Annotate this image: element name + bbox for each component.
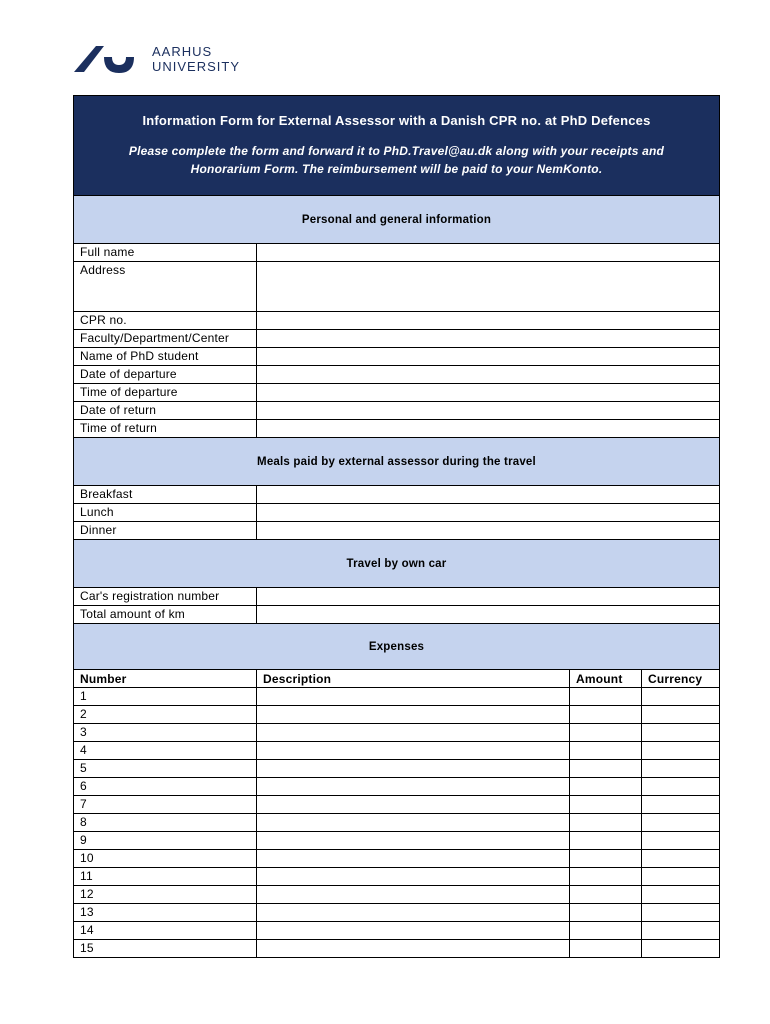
expense-amount-input[interactable] — [570, 724, 642, 742]
field-input-time-return[interactable] — [257, 420, 720, 438]
expense-description-input[interactable] — [257, 832, 570, 850]
logo-wordmark — [152, 44, 240, 74]
expense-currency-input[interactable] — [642, 814, 720, 832]
expense-row — [74, 724, 720, 742]
expense-amount-input[interactable] — [570, 814, 642, 832]
expense-number: 1 — [74, 688, 257, 706]
expense-row — [74, 814, 720, 832]
expense-currency-input[interactable] — [642, 922, 720, 940]
logo-line-aarhus: AARHUS — [152, 44, 213, 59]
expense-description-input[interactable] — [257, 742, 570, 760]
field-input-dinner[interactable] — [257, 522, 720, 540]
expenses-table-body — [74, 688, 720, 958]
form-title: Information Form for External Assessor with a Danish CPR no. at PhD Defences — [142, 113, 651, 128]
expense-row — [74, 868, 720, 886]
expense-number: 5 — [74, 760, 257, 778]
expense-row — [74, 742, 720, 760]
expense-amount-input[interactable] — [570, 940, 642, 958]
expense-row — [74, 688, 720, 706]
expense-description-input[interactable] — [257, 814, 570, 832]
expenses-column-currency: Currency — [642, 670, 720, 688]
expense-description-input[interactable] — [257, 760, 570, 778]
expense-amount-input[interactable] — [570, 706, 642, 724]
field-input-cpr[interactable] — [257, 312, 720, 330]
expense-amount-input[interactable] — [570, 868, 642, 886]
field-label-date-return: Date of return — [74, 402, 257, 420]
expense-description-input[interactable] — [257, 922, 570, 940]
section-meals-heading: Meals paid by external assessor during the travel — [74, 438, 720, 486]
expense-number: 10 — [74, 850, 257, 868]
expense-row — [74, 940, 720, 958]
expense-number: 13 — [74, 904, 257, 922]
expense-currency-input[interactable] — [642, 886, 720, 904]
expense-amount-input[interactable] — [570, 886, 642, 904]
expense-amount-input[interactable] — [570, 922, 642, 940]
expense-currency-input[interactable] — [642, 724, 720, 742]
expense-currency-input[interactable] — [642, 760, 720, 778]
expense-row — [74, 922, 720, 940]
expense-description-input[interactable] — [257, 706, 570, 724]
expense-number: 7 — [74, 796, 257, 814]
expense-description-input[interactable] — [257, 868, 570, 886]
expense-row — [74, 850, 720, 868]
field-input-breakfast[interactable] — [257, 486, 720, 504]
expense-row — [74, 832, 720, 850]
expense-number: 8 — [74, 814, 257, 832]
field-label-breakfast: Breakfast — [74, 486, 257, 504]
expense-description-input[interactable] — [257, 778, 570, 796]
expense-description-input[interactable] — [257, 850, 570, 868]
section-personal-heading: Personal and general information — [74, 196, 720, 244]
expense-description-input[interactable] — [257, 886, 570, 904]
expense-description-input[interactable] — [257, 688, 570, 706]
expense-currency-input[interactable] — [642, 688, 720, 706]
section-expenses-heading: Expenses — [74, 624, 720, 670]
form-instructions: Please complete the form and forward it to PhD.Travel@au.dk along with your receipts and Honorarium Form. The reimbursement will be paid to your NemKonto. — [128, 144, 665, 176]
field-input-address[interactable] — [257, 262, 720, 312]
field-label-address: Address — [74, 262, 257, 312]
expense-currency-input[interactable] — [642, 832, 720, 850]
field-input-faculty[interactable] — [257, 330, 720, 348]
expense-currency-input[interactable] — [642, 742, 720, 760]
expense-amount-input[interactable] — [570, 832, 642, 850]
form-header — [74, 96, 720, 196]
expense-currency-input[interactable] — [642, 850, 720, 868]
expense-description-input[interactable] — [257, 940, 570, 958]
expense-row — [74, 904, 720, 922]
expense-number: 12 — [74, 886, 257, 904]
expense-amount-input[interactable] — [570, 796, 642, 814]
expense-description-input[interactable] — [257, 724, 570, 742]
section-car-heading: Travel by own car — [74, 540, 720, 588]
field-label-car-registration: Car's registration number — [74, 588, 257, 606]
field-input-date-departure[interactable] — [257, 366, 720, 384]
field-label-full-name: Full name — [74, 244, 257, 262]
expense-currency-input[interactable] — [642, 940, 720, 958]
expense-number: 9 — [74, 832, 257, 850]
expense-amount-input[interactable] — [570, 850, 642, 868]
expense-row — [74, 778, 720, 796]
expenses-column-number: Number — [74, 670, 257, 688]
field-label-cpr: CPR no. — [74, 312, 257, 330]
expense-description-input[interactable] — [257, 796, 570, 814]
field-label-dinner: Dinner — [74, 522, 257, 540]
field-label-phd-student: Name of PhD student — [74, 348, 257, 366]
expense-currency-input[interactable] — [642, 904, 720, 922]
expense-currency-input[interactable] — [642, 796, 720, 814]
expense-number: 2 — [74, 706, 257, 724]
expense-row — [74, 760, 720, 778]
field-input-full-name[interactable] — [257, 244, 720, 262]
field-label-date-departure: Date of departure — [74, 366, 257, 384]
field-label-time-departure: Time of departure — [74, 384, 257, 402]
expense-amount-input[interactable] — [570, 778, 642, 796]
expense-number: 6 — [74, 778, 257, 796]
expense-currency-input[interactable] — [642, 778, 720, 796]
expenses-column-amount: Amount — [570, 670, 642, 688]
logo-line-university: UNIVERSITY — [152, 59, 241, 74]
field-input-phd-student[interactable] — [257, 348, 720, 366]
au-logo-mark-icon — [72, 42, 138, 74]
expense-amount-input[interactable] — [570, 904, 642, 922]
expenses-column-description: Description — [257, 670, 570, 688]
expense-amount-input[interactable] — [570, 688, 642, 706]
expense-number: 3 — [74, 724, 257, 742]
expense-number: 11 — [74, 868, 257, 886]
field-input-date-return[interactable] — [257, 402, 720, 420]
expense-number: 15 — [74, 940, 257, 958]
expense-number: 4 — [74, 742, 257, 760]
expense-amount-input[interactable] — [570, 742, 642, 760]
field-label-time-return: Time of return — [74, 420, 257, 438]
expense-number: 14 — [74, 922, 257, 940]
expense-row — [74, 796, 720, 814]
information-form — [73, 95, 720, 958]
expense-currency-input[interactable] — [642, 868, 720, 886]
expense-row — [74, 706, 720, 724]
field-label-faculty: Faculty/Department/Center — [74, 330, 257, 348]
field-label-total-km: Total amount of km — [74, 606, 257, 624]
expense-row — [74, 886, 720, 904]
field-input-lunch[interactable] — [257, 504, 720, 522]
field-input-time-departure[interactable] — [257, 384, 720, 402]
field-input-total-km[interactable] — [257, 606, 720, 624]
expense-currency-input[interactable] — [642, 706, 720, 724]
field-input-car-registration[interactable] — [257, 588, 720, 606]
expense-amount-input[interactable] — [570, 760, 642, 778]
expense-description-input[interactable] — [257, 904, 570, 922]
field-label-lunch: Lunch — [74, 504, 257, 522]
